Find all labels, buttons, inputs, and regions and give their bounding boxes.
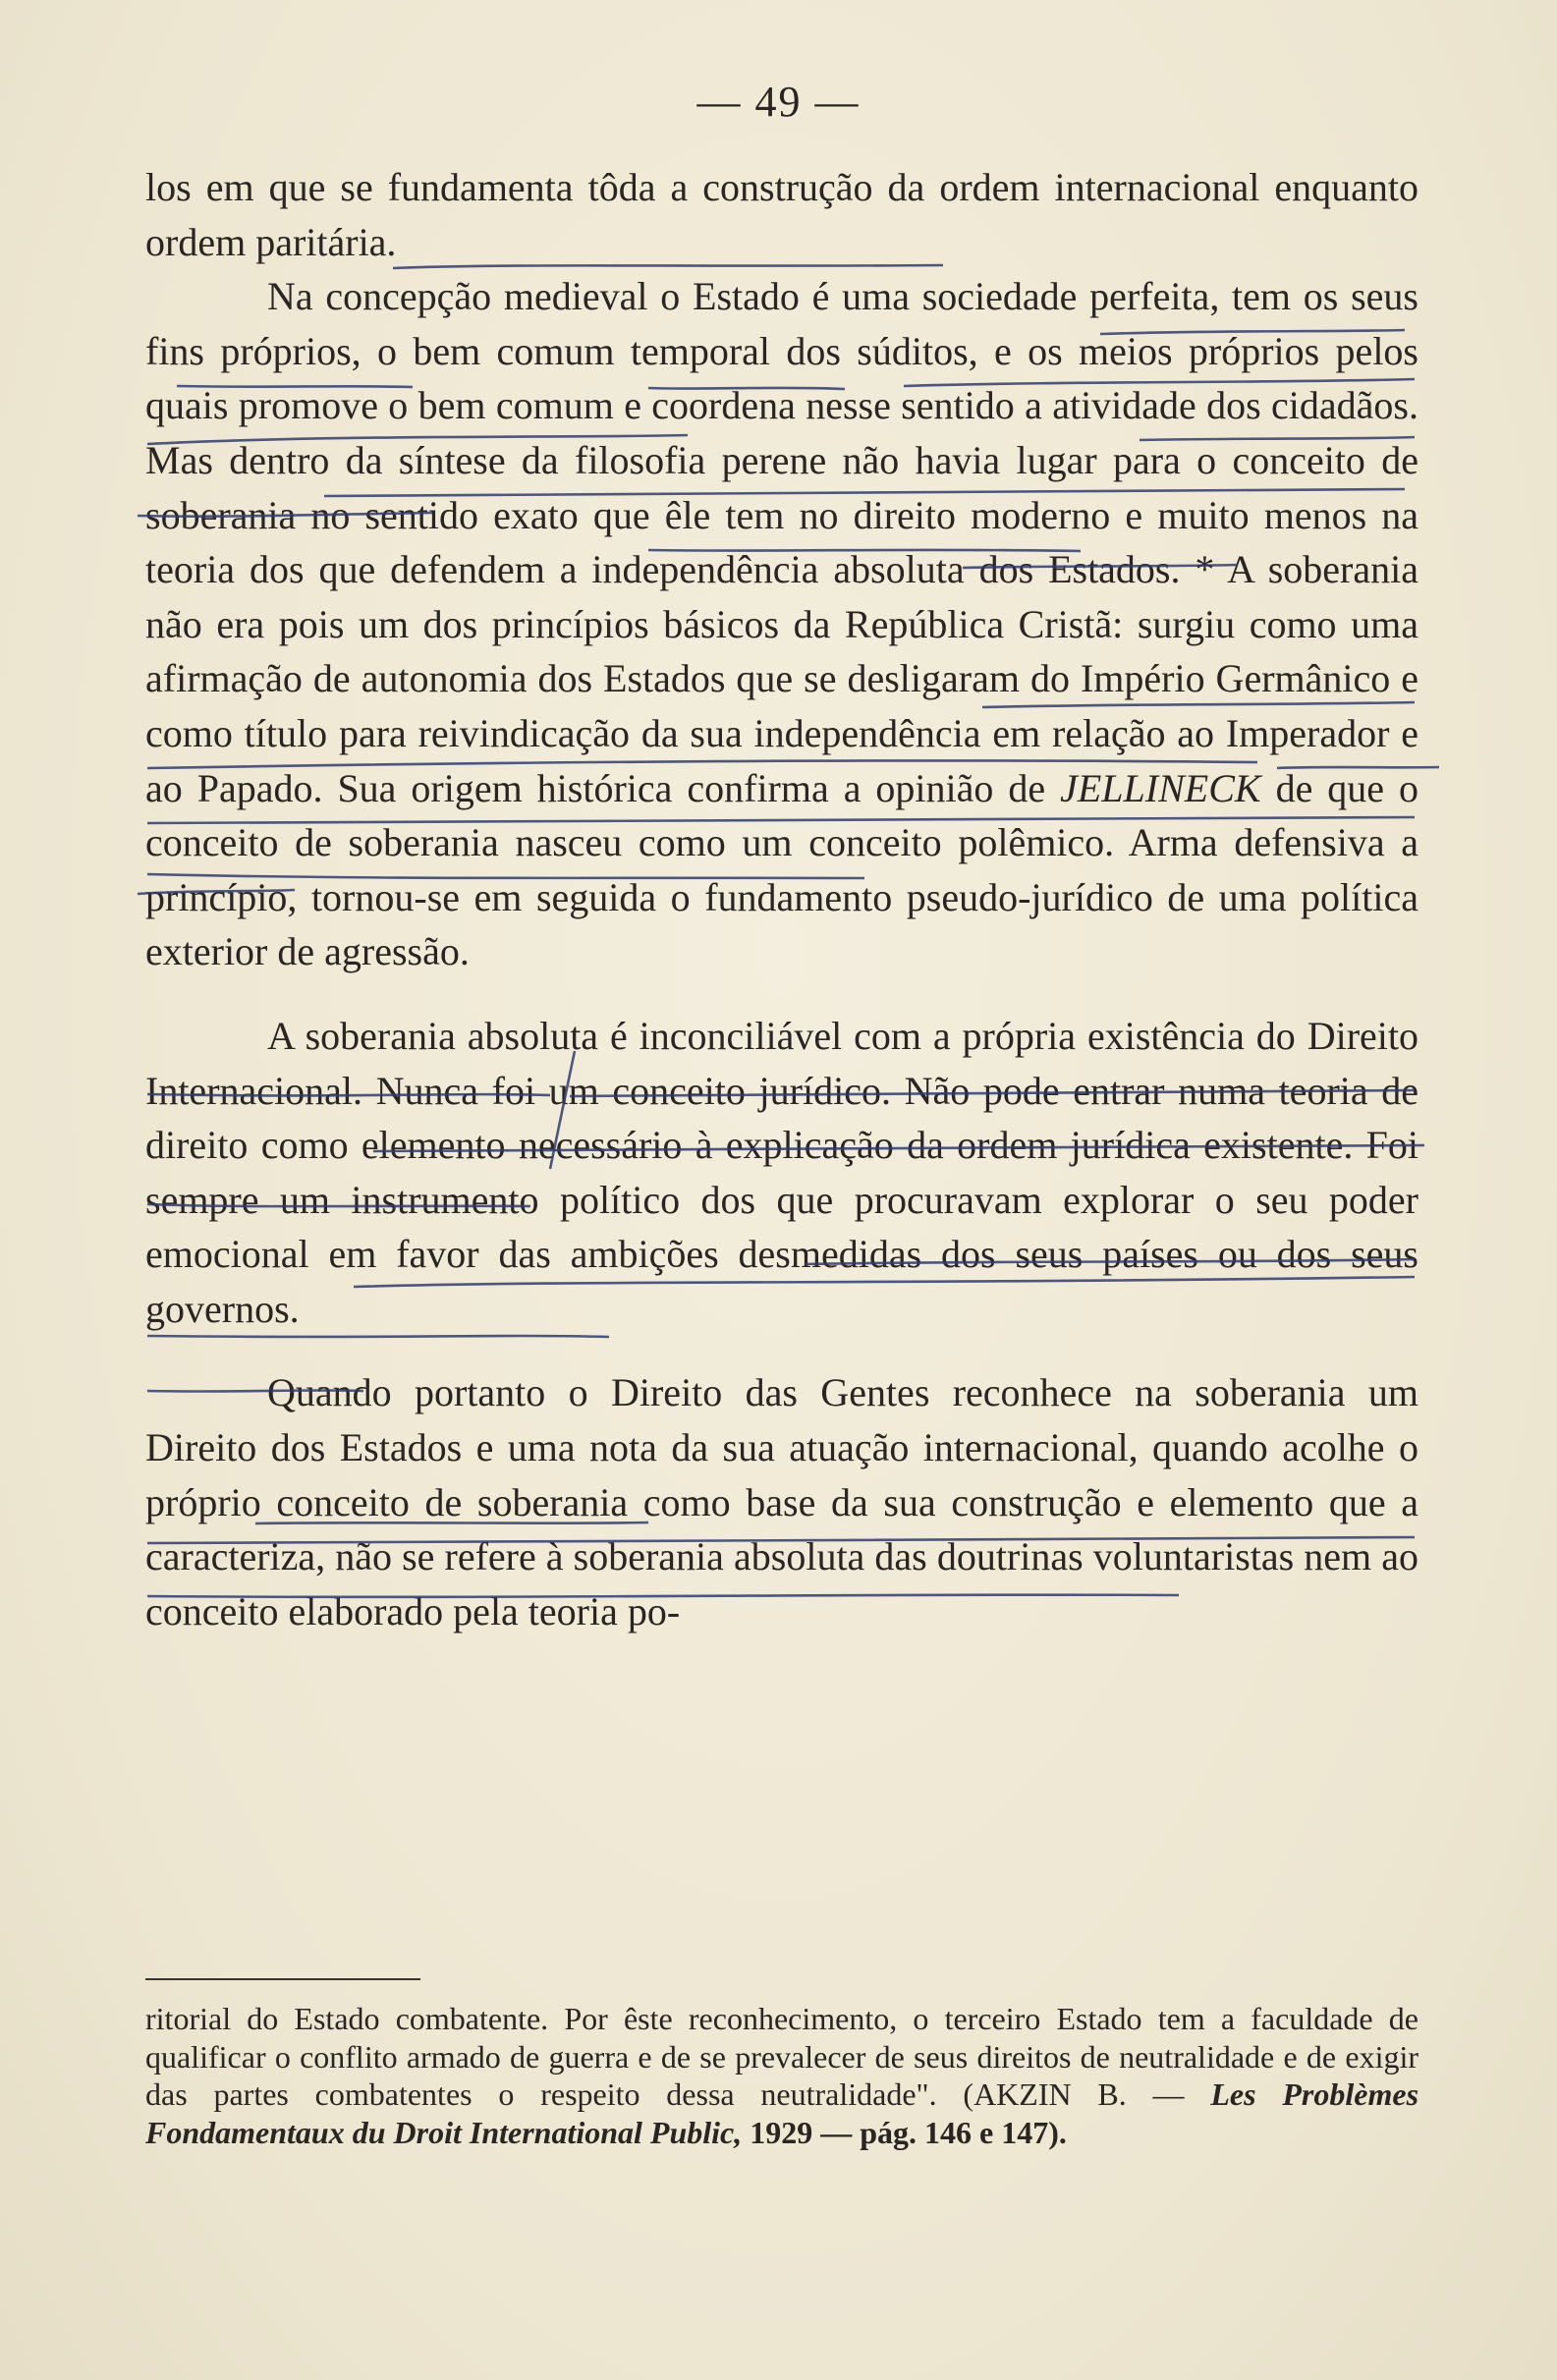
footnote-text: ritorial do Estado combatente. Por êste reconhecimento, o terceiro Estado tem a faculdade de qualificar o conflito armado de guerra e de se prevalecer de seus direitos de neutralidade e de exigir das partes combatentes o respeito dessa neutralidade". (AKZIN B. — — [145, 2001, 1418, 2112]
footnote-rule — [145, 1978, 420, 1980]
paragraph-text: de que o conceito de soberania nasceu como um conceito polêmico. Arma defensiva a princípio, tornou-se em seguida o fundamento pseudo-jurídico de uma política exterior de agressão. — [145, 765, 1419, 974]
paragraph-text: Na concepção medieval o Estado é uma sociedade perfeita, tem os seus fins próprios, o bem comum temporal dos súditos, e os meios próprios pelos quais promove o bem comum e coordena nesse sentido a atividade dos cidadãos. Mas dentro da síntese da filosofia perene não havia lugar para o conceito de soberania no sentido exato que êle tem no direito moderno e muito menos na teoria dos que defendem a independência absoluta dos Estados. * A soberania não era pois um dos princípios básicos da República Cristã: surgiu como uma afirmação de autonomia dos Estados que se desligaram do Império Germânico e como título para reivindicação da sua independência em relação ao Imperador e ao Papado. Sua origem histórica confirma a opinião de — [145, 274, 1418, 810]
paragraph-medieval-state — [145, 269, 1418, 979]
footnote-citation: 1929 — pág. 146 e 147). — [750, 2114, 1067, 2150]
footnote-paragraph — [145, 2000, 1418, 2151]
footnote-book-title: Les Problèmes Fondamentaux du Droit International Public, — [145, 2076, 1419, 2150]
author-name: JELLINECK — [1060, 765, 1261, 810]
footnote — [145, 2000, 1418, 2151]
main-text — [145, 160, 1418, 1638]
paragraph-law-of-nations: Quando portanto o Direito das Gentes reconhece na soberania um Direito dos Estados e uma nota da sua atuação internacional, quando acolhe o próprio conceito de soberania como base da sua construção e elemento que a caracteriza, não se refere à soberania absoluta das doutrinas voluntaristas nem ao conceito elaborado pela teoria po- — [145, 1370, 1418, 1633]
paragraph-continuation: los em que se fundamenta tôda a construção da ordem internacional enquanto ordem paritária. — [145, 165, 1418, 264]
page-number: — 49 — — [696, 78, 861, 126]
paragraph-absolute-sovereignty: A soberania absoluta é inconciliável com a própria existência do Direito Internacional. Nunca foi um conceito jurídico. Não pode entrar numa teoria de direito como elemento necessário à explicação da ordem jurídica existente. Foi sempre um instrumento político dos que procuravam explorar o seu poder emocional em favor das ambições desmedidas dos seus países ou dos seus governos. — [145, 1013, 1418, 1331]
